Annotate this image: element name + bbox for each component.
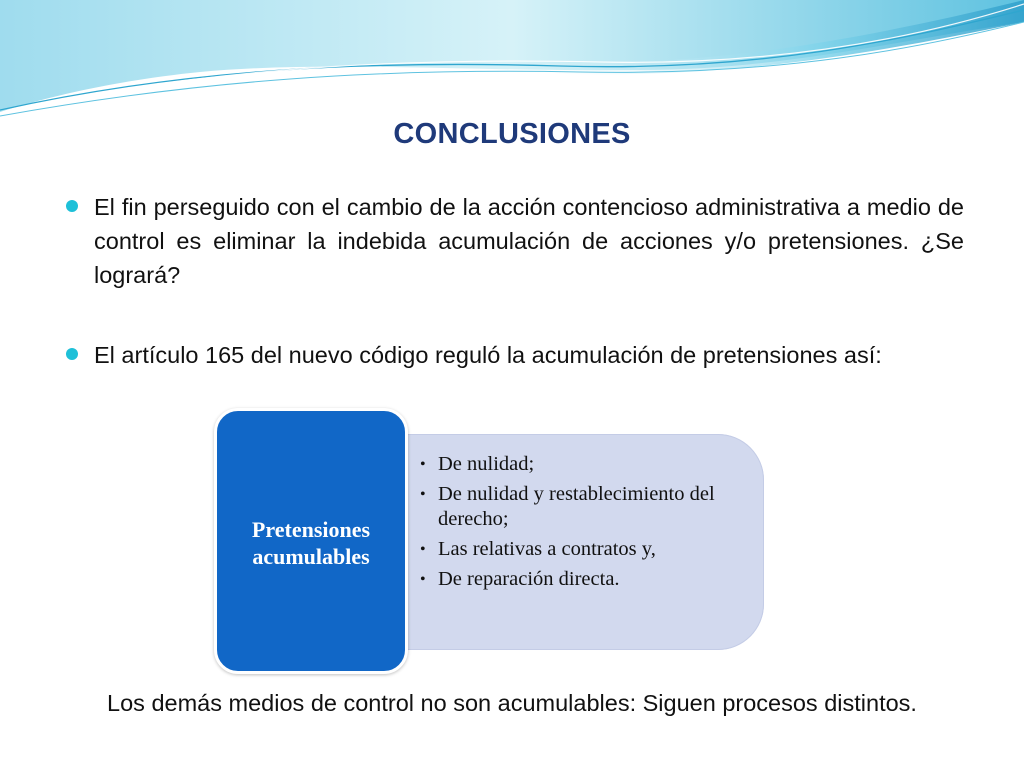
bullet-list (62, 190, 964, 372)
wave-shape-main (0, 0, 1024, 112)
bullet-dot-icon (66, 200, 78, 212)
pretension-item: • Las relativas a contratos y, (420, 537, 750, 562)
pretensiones-main-box (214, 408, 408, 674)
pretension-item: • De reparación directa. (420, 567, 750, 592)
bullet-text: El fin perseguido con el cambio de la acción contencioso administrativa a medio de control es eliminar la indebida acumulación de acciones y/o pretensiones. ¿Se logrará? (94, 194, 964, 288)
bullet-text: El artículo 165 del nuevo código reguló la acumulación de pretensiones así: (94, 342, 882, 368)
main-box-label: Pretensiones acumulables (251, 517, 371, 569)
pretensiones-diagram (214, 408, 766, 676)
bullet-item (62, 190, 964, 292)
pretension-item: • De nulidad; (420, 452, 750, 477)
decorative-wave-header (0, 0, 1024, 130)
slide-title: CONCLUSIONES (393, 118, 631, 150)
bullet-dot-icon (66, 348, 78, 360)
bullet-item (62, 338, 964, 372)
footer-note: Los demás medios de control no son acumulables: Siguen procesos distintos. (107, 690, 917, 716)
pretensiones-list (420, 452, 750, 597)
pretension-item: • De nulidad y restablecimiento del derecho; (420, 482, 750, 532)
